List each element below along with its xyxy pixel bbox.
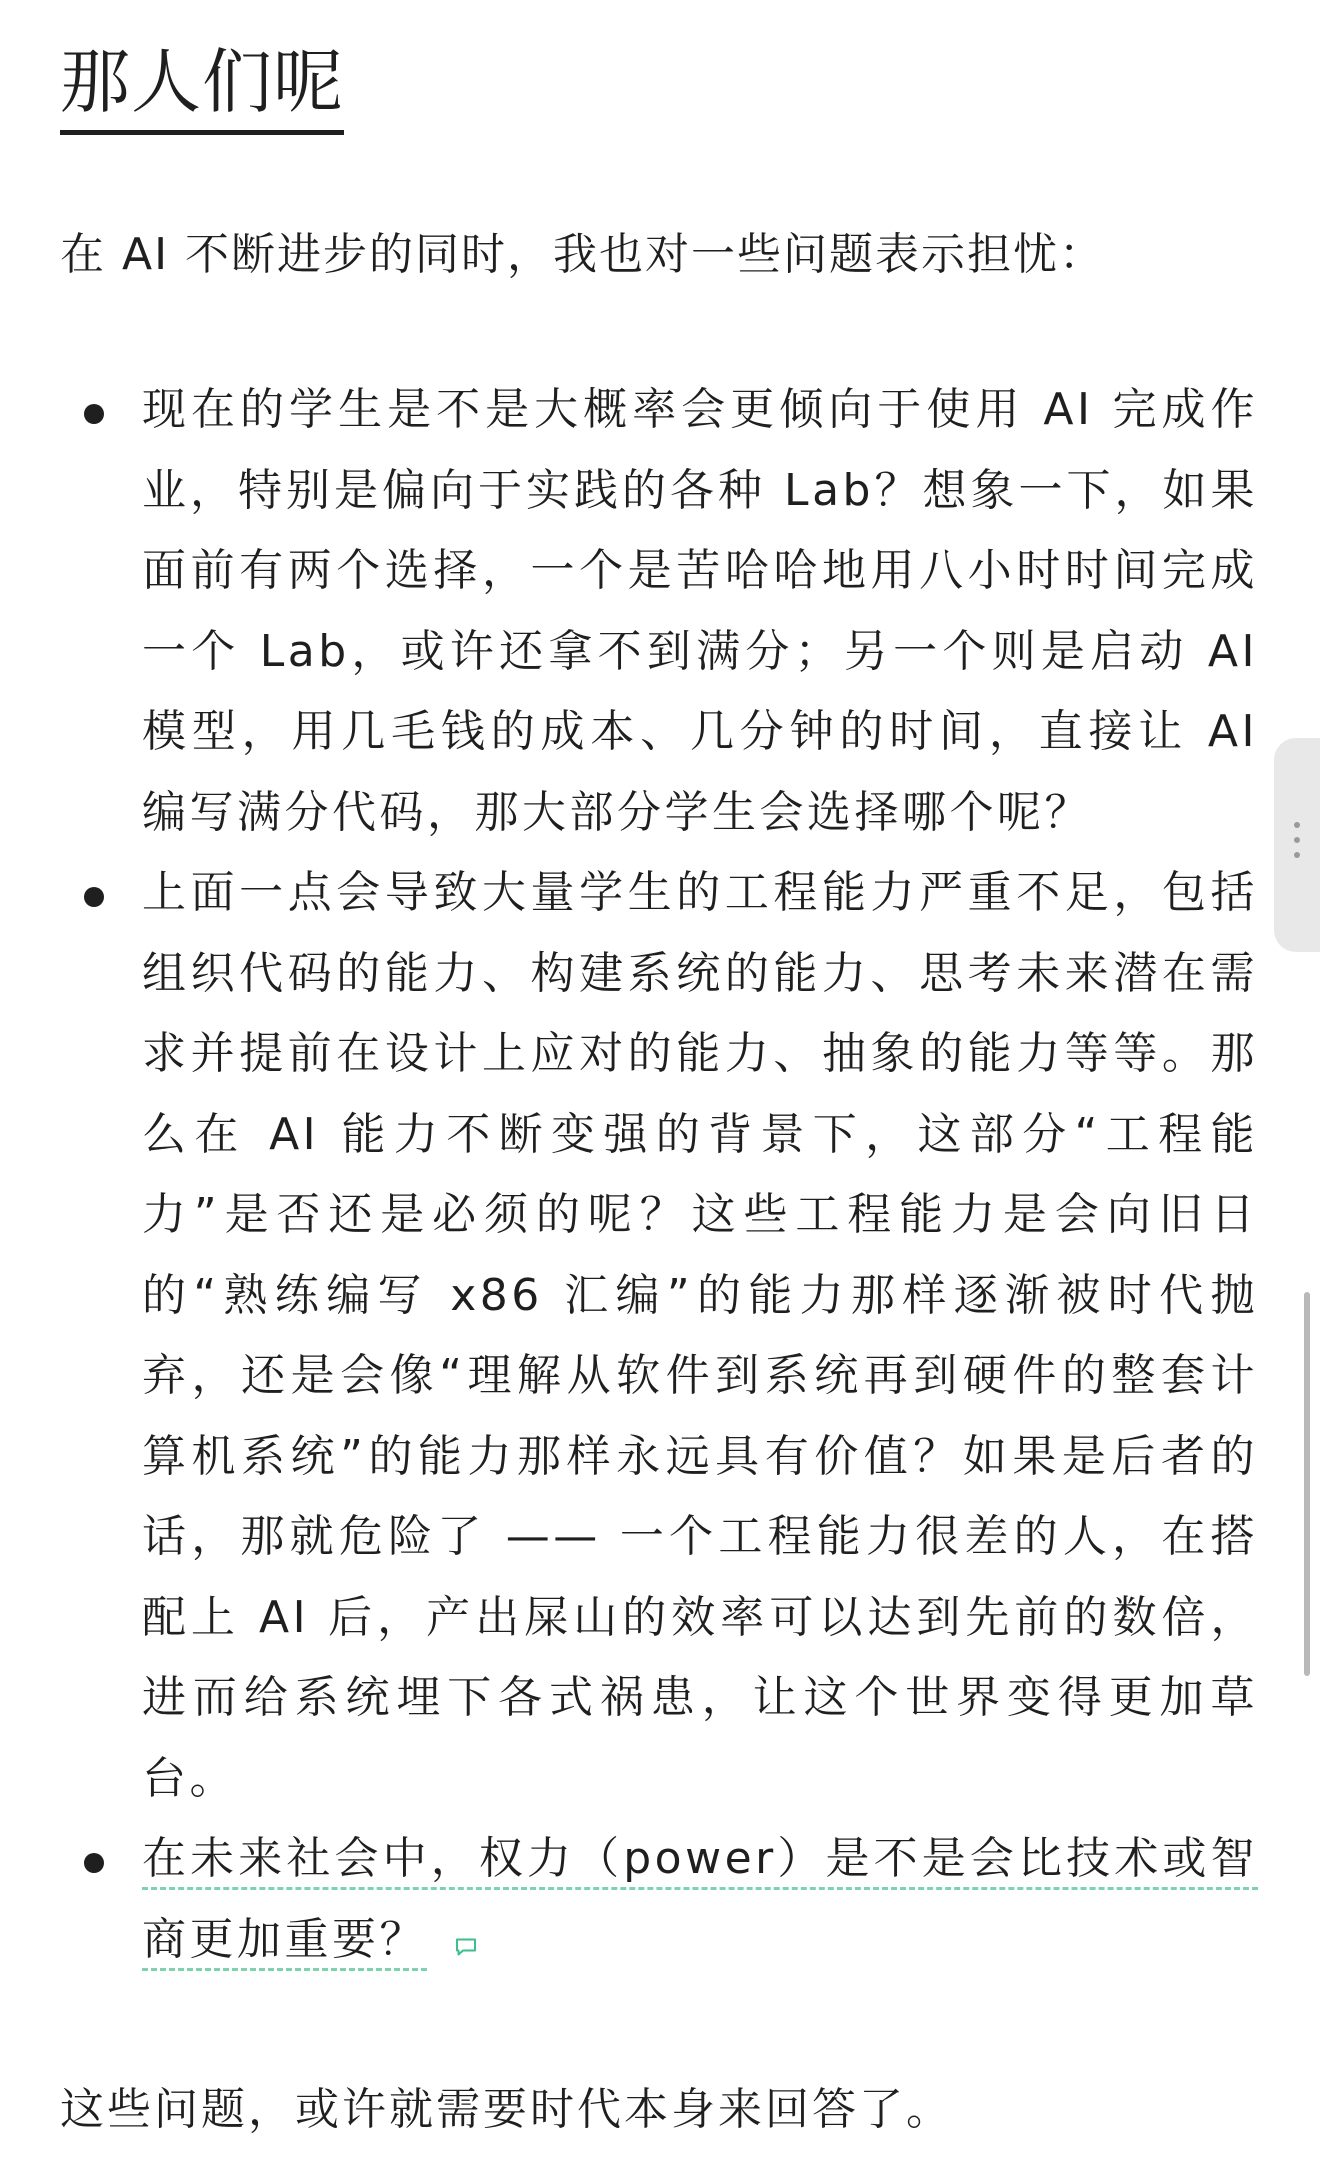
intro-paragraph: 在 AI 不断进步的同时，我也对一些问题表示担忧： [60,229,1106,280]
list-item-commented [0,1819,1320,1980]
closing-paragraph: 这些问题，或许就需要时代本身来回答了。 [60,2084,953,2135]
list-item-text: 上面一点会导致大量学生的工程能力严重不足，包括组织代码的能力、构建系统的能力、思考未来潜在需求并提前在设计上应对的能力、抽象的能力等等。那么在 AI 能力不断变强的背景下，这部分“工程能力”是否还是必须的呢？这些工程能力是会向旧日的“熟练编写 x86 汇编”的能力那样逐渐被时代抛弃，还是会像“理解从软件到系统再到硬件的整套计算机系统”的能力那样永远具有价值？如果是后者的话，那就危险了 —— 一个工程能力很差的人，在搭配上 AI 后，产出屎山的效率可以达到先前的数倍，进而给系统埋下各式祸患，让这个世界变得更加草台。 [142,867,1258,1804]
bullet-dot-icon [84,887,104,907]
list-item-text: 现在的学生是不是大概率会更倾向于使用 AI 完成作业，特别是偏向于实践的各种 Lab？想象一下，如果面前有两个选择，一个是苦哈哈地用八小时时间完成一个 Lab，或许还拿不到满分；另一个则是启动 AI 模型，用几毛钱的成本、几分钟的时间，直接让 AI 编写满分代码，那大部分学生会选择哪个呢？ [142,384,1258,838]
bullet-dot-icon [84,404,104,424]
list-item-text-wrapper [142,1819,1258,1980]
section-heading: 那人们呢 [60,34,344,135]
concern-list [0,370,1320,1980]
comment-bubble-icon[interactable] [455,1938,477,1956]
side-handle[interactable] [1274,738,1320,952]
more-vertical-icon [1294,822,1300,868]
scrollbar-thumb[interactable] [1304,1292,1310,1676]
list-item [0,370,1320,853]
list-item [0,853,1320,1819]
commented-text[interactable]: 在未来社会中，权力（power）是不是会比技术或智商更加重要？ [142,1833,1258,1965]
bullet-dot-icon [84,1853,104,1873]
